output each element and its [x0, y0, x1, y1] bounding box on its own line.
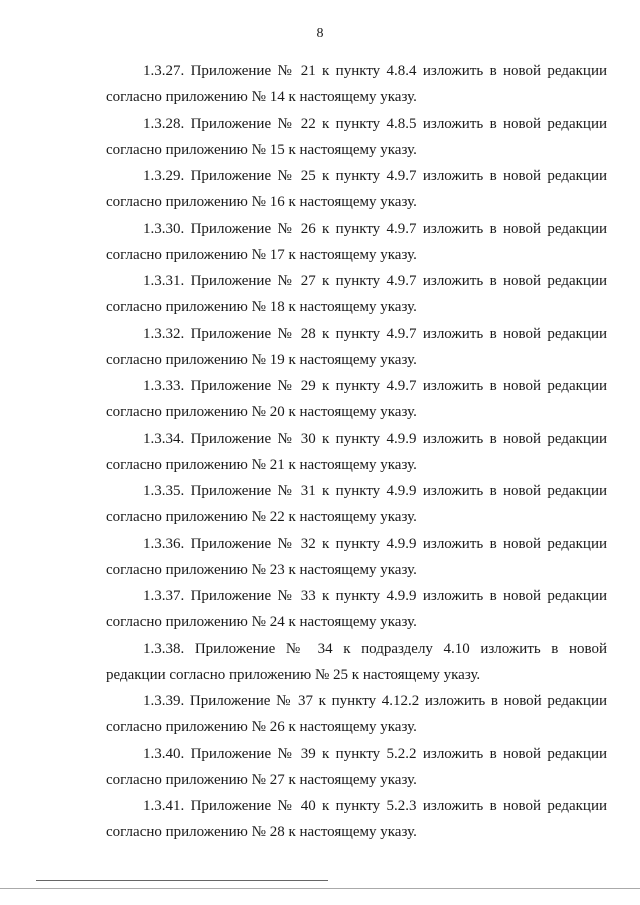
amendment-item [0, 268, 640, 321]
footer-rule [36, 880, 328, 881]
amendment-item [0, 216, 640, 269]
amendment-clause: 1.3.32. Приложение № 28 к пункту 4.9.7 изложить в новой редакции [143, 325, 607, 342]
amendment-clause: 1.3.41. Приложение № 40 к пункту 5.2.3 изложить в новой редакции [143, 798, 607, 814]
amendment-item [0, 636, 640, 689]
amendment-reference: согласно приложению № 24 к настоящему указу. [106, 614, 417, 630]
page-number: 8 [316, 26, 324, 41]
amendment-clause: 1.3.30. Приложение № 26 к пункту 4.9.7 изложить в новой редакции [143, 220, 607, 237]
amendment-item [0, 58, 640, 111]
amendment-clause: 1.3.27. Приложение № 21 к пункту 4.8.4 изложить в новой редакции [143, 63, 607, 79]
amendment-clause: 1.3.29. Приложение № 25 к пункту 4.9.7 изложить в новой редакции [143, 168, 607, 184]
amendment-reference: согласно приложению № 22 к настоящему указу. [106, 509, 417, 525]
amendment-reference: согласно приложению № 19 к настоящему указу. [106, 351, 417, 368]
amendment-reference: согласно приложению № 27 к настоящему указу. [106, 771, 417, 788]
amendment-reference: согласно приложению № 16 к настоящему указу. [106, 194, 417, 210]
amendment-clause: 1.3.34. Приложение № 30 к пункту 4.9.9 изложить в новой редакции [143, 430, 607, 447]
amendment-clause: 1.3.35. Приложение № 31 к пункту 4.9.9 изложить в новой редакции [143, 483, 607, 499]
amendment-item [0, 793, 640, 846]
amendment-reference: согласно приложению № 23 к настоящему указу. [106, 561, 417, 578]
amendment-list [0, 58, 640, 846]
page-edge-line [0, 888, 640, 889]
amendment-reference: согласно приложению № 21 к настоящему указу. [106, 456, 417, 473]
amendment-clause: 1.3.28. Приложение № 22 к пункту 4.8.5 изложить в новой редакции [143, 115, 607, 132]
amendment-clause: 1.3.31. Приложение № 27 к пункту 4.9.7 изложить в новой редакции [143, 273, 607, 289]
amendment-clause: 1.3.38. Приложение № 34 к подразделу 4.10 изложить в новой [143, 640, 607, 657]
amendment-reference: согласно приложению № 18 к настоящему указу. [106, 299, 417, 315]
amendment-reference: согласно приложению № 17 к настоящему указу. [106, 246, 417, 263]
amendment-reference: согласно приложению № 15 к настоящему указу. [106, 141, 417, 158]
amendment-item [0, 163, 640, 216]
amendment-item [0, 321, 640, 374]
amendment-reference: согласно приложению № 26 к настоящему указу. [106, 719, 417, 735]
amendment-reference: согласно приложению № 14 к настоящему указу. [106, 89, 417, 105]
amendment-clause: 1.3.39. Приложение № 37 к пункту 4.12.2 изложить в новой редакции [143, 693, 607, 709]
amendment-clause: 1.3.33. Приложение № 29 к пункту 4.9.7 изложить в новой редакции [143, 378, 607, 394]
amendment-item [0, 531, 640, 584]
amendment-item [0, 111, 640, 164]
amendment-reference: редакции согласно приложению № 25 к настоящему указу. [106, 666, 481, 683]
amendment-item [0, 688, 640, 741]
amendment-item [0, 583, 640, 636]
amendment-reference: согласно приложению № 28 к настоящему указу. [106, 824, 417, 840]
amendment-item [0, 373, 640, 426]
amendment-item [0, 478, 640, 531]
amendment-item [0, 741, 640, 794]
amendment-clause: 1.3.37. Приложение № 33 к пункту 4.9.9 изложить в новой редакции [143, 588, 607, 604]
amendment-clause: 1.3.36. Приложение № 32 к пункту 4.9.9 изложить в новой редакции [143, 535, 607, 552]
amendment-reference: согласно приложению № 20 к настоящему указу. [106, 404, 417, 420]
amendment-item [0, 426, 640, 479]
amendment-clause: 1.3.40. Приложение № 39 к пункту 5.2.2 изложить в новой редакции [143, 745, 607, 762]
